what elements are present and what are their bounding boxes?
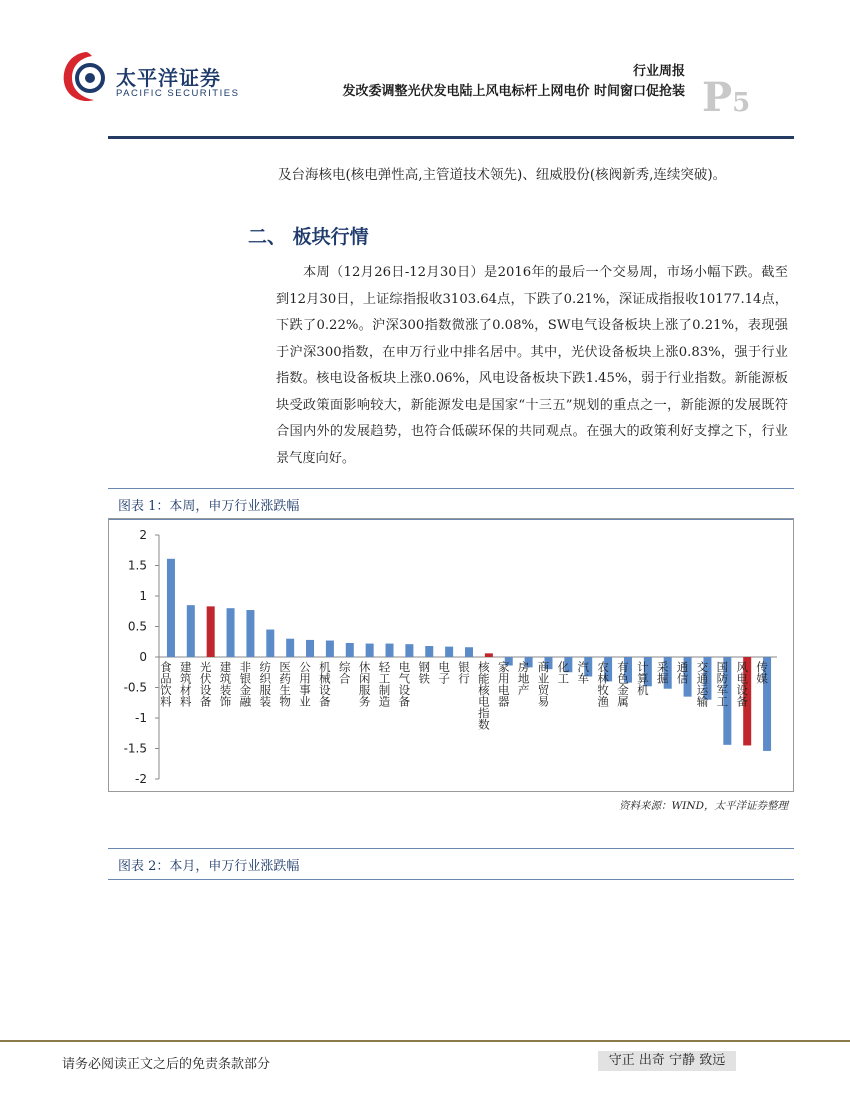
bar-12 [405, 644, 413, 657]
category-label: 银行 [457, 661, 471, 684]
category-label: 化工 [556, 661, 571, 684]
bar-7 [306, 640, 314, 657]
y-tick-label: -0.5 [123, 680, 147, 695]
page-header [0, 0, 850, 140]
bar-2 [207, 606, 215, 657]
page-number-prefix: P [702, 74, 733, 121]
bar-10 [366, 644, 374, 657]
logo [60, 46, 270, 106]
figure1-caption [108, 488, 794, 520]
y-tick-label: -1 [135, 711, 147, 725]
page-number-value: 5 [732, 88, 751, 118]
bar-11 [386, 644, 394, 657]
y-tick-label: -2 [135, 772, 147, 786]
intro-text: 及台海核电(核电弹性高,主管道技术领先)、纽威股份(核阀新秀,连续突破)。 [278, 167, 727, 183]
category-label: 钢铁 [417, 661, 432, 684]
logo-text-cn: 太平洋证券 [116, 66, 221, 90]
logo-text-en: PACIFIC SECURITIES [116, 88, 240, 99]
category-label: 电气设备 [397, 661, 412, 707]
category-label: 建筑材料 [178, 661, 193, 707]
figure2-caption-text: 图表 2：本月，申万行业涨跌幅 [118, 859, 300, 874]
report-title: 发改委调整光伏发电陆上风电标杆上网电价 时间窗口促抢装 [342, 84, 685, 99]
logo-emblem-icon [60, 46, 112, 106]
category-label: 公用事业 [298, 661, 313, 707]
page-number [702, 74, 750, 121]
category-label: 商业贸易 [536, 661, 551, 707]
category-label: 休闲服务 [357, 661, 372, 707]
bar-9 [346, 643, 354, 657]
category-label: 汽车 [576, 661, 591, 684]
bar-1 [187, 605, 195, 657]
category-label: 传媒 [755, 661, 770, 684]
industry-change-chart [109, 519, 793, 791]
figure2-caption [108, 848, 794, 880]
category-label: 国防军工 [715, 661, 730, 707]
category-label: 建筑装饰 [218, 661, 233, 707]
y-tick-label: 1.5 [127, 558, 147, 573]
report-type: 行业周报 [632, 64, 685, 79]
figure1-caption-text: 图表 1：本周，申万行业涨跌幅 [118, 499, 300, 514]
footer-motto: 守正 出奇 宁静 致远 [598, 1051, 736, 1071]
category-label: 综合 [337, 661, 352, 684]
section-paragraph: 本周（12月26日-12月30日）是2016年的最后一个交易周，市场小幅下跌。截至到12月30日，上证综指报收3103.64点，下跌了0.21%，深证成指报收10177.14点，下跌了0.22%。沪深300指数微涨了0.08%，SW电气设备板块上涨了0.21%，表现强于沪深300指数，在申万行业中排名居中。其中，光伏设备板块上涨0.83%，强于行业指数。核电设备板块上涨0.06%，风电设备板块下跌1.45%，弱于行业指数。新能源板块受政策面影响较大，新能源发电是国家“十三五”规划的重点之一，新能源的发展既符合国内外的发展趋势，也符合低碳环保的共同观点。在强大的政策利好支撑之下，行业景气度向好。 [276, 265, 788, 466]
category-label: 通信 [675, 661, 690, 684]
category-label: 机械设备 [317, 661, 332, 707]
category-label: 电子 [437, 661, 452, 684]
category-label: 采掘 [655, 661, 670, 684]
category-label: 风电设备 [735, 661, 750, 707]
bar-14 [445, 647, 453, 657]
category-label: 交通运输 [695, 661, 710, 707]
y-tick-label: 2 [139, 528, 147, 542]
bar-5 [266, 630, 274, 657]
bar-13 [425, 646, 433, 657]
header-divider [108, 136, 794, 139]
y-tick-label: 1 [139, 589, 147, 603]
category-label: 非银金融 [238, 661, 253, 707]
category-label: 计算机 [635, 661, 650, 696]
bar-15 [465, 647, 473, 657]
category-label: 农林牧渔 [596, 661, 611, 707]
category-label: 食品饮料 [158, 661, 173, 707]
y-tick-label: 0 [139, 650, 147, 664]
category-label: 核能核电指数 [476, 661, 491, 730]
footer-disclaimer: 请务必阅读正文之后的免责条款部分 [62, 1057, 271, 1072]
source-note: 资料来源：WIND，太平洋证券整理 [618, 800, 788, 812]
bar-6 [286, 639, 294, 657]
bar-0 [167, 559, 175, 657]
bar-16 [485, 653, 493, 657]
y-tick-label: -1.5 [123, 741, 147, 756]
category-label: 光伏设备 [198, 661, 213, 707]
bar-4 [246, 610, 254, 657]
category-label: 医药生物 [278, 661, 293, 707]
category-label: 家用电器 [496, 661, 511, 707]
category-label: 轻工制造 [377, 661, 392, 707]
bar-3 [227, 608, 235, 657]
category-label: 房地产 [516, 661, 531, 696]
category-label: 有色金属 [615, 661, 630, 707]
category-label: 纺织服装 [258, 661, 273, 707]
chart-frame [108, 518, 794, 792]
bar-8 [326, 641, 334, 657]
section-heading: 二、 板块行情 [248, 226, 369, 248]
footer-divider [0, 1040, 850, 1042]
y-tick-label: 0.5 [127, 619, 147, 634]
